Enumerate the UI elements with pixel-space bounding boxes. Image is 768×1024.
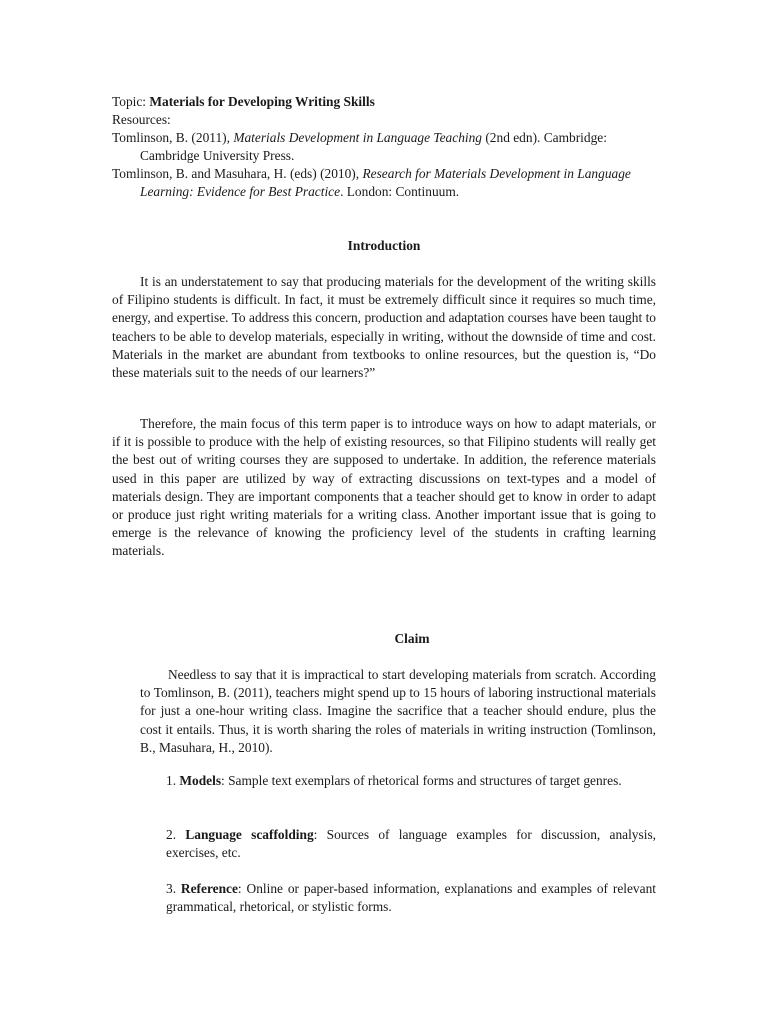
introduction-heading: Introduction	[347, 238, 421, 253]
list-item-description: : Sample text exemplars of rhetorical forms and structures of target genres.	[221, 773, 622, 788]
list-item-description: : Sources of language examples for discussion, analysis, exercises, etc.	[166, 827, 656, 861]
list-item-number: 1.	[166, 773, 180, 788]
reference-authors: Tomlinson, B. (2011),	[112, 130, 234, 145]
claim-heading: Claim	[394, 631, 430, 646]
introduction-paragraph: Therefore, the main focus of this term paper is to introduce ways on how to adapt materials, or if it is possible to produce with the help of existing resources, so that Filipino students will really get the best out of writing courses they are supposed to undertake. In addition, the reference materials used in this paper are utilized by way of extracting discussions on text-types and a model of materials design. They are important components that a teacher should get to know in order to adapt or produce just right writing materials for a writing class. Another important issue that is going to emerge is the relevance of knowing the proficiency level of the students in crafting learning materials.	[112, 416, 656, 559]
list-item	[166, 772, 656, 790]
list-item	[166, 826, 656, 862]
reference-publisher: (2nd edn). Cambridge: Cambridge University Press.	[140, 130, 607, 164]
list-item-term: Models	[179, 773, 222, 788]
topic-line	[112, 93, 656, 111]
reference-title: Materials Development in Language Teaching	[233, 130, 482, 145]
topic-title: Materials for Developing Writing Skills	[149, 94, 375, 109]
resources-label: Resources:	[112, 112, 171, 127]
reference-title: Research for Materials Development in Language Learning: Evidence for Best Practice	[140, 166, 631, 200]
reference-entry	[112, 129, 660, 165]
reference-entry	[112, 165, 668, 201]
list-item-term: Reference	[180, 881, 238, 896]
list-item-term: Language scaffolding	[185, 827, 314, 842]
topic-label: Topic:	[112, 94, 147, 109]
list-item-number: 3.	[166, 881, 181, 896]
list-item	[166, 880, 656, 916]
reference-publisher: . London: Continuum.	[340, 184, 460, 200]
claim-paragraph: Needless to say that it is impractical to start developing materials from scratch. According to Tomlinson, B. (2011), teachers might spend up to 15 hours of laboring instructional materials for just a one-hour writing class. Imagine the sacrifice that a teacher should endure, plus the cost it entails. Thus, it is worth sharing the roles of materials in writing instruction (Tomlinson, B., Masuhara, H., 2010).	[140, 667, 656, 755]
introduction-paragraph: It is an understatement to say that producing materials for the development of the writing skills of Filipino students is difficult. In fact, it must be extremely difficult since it requires so much time, energy, and expertise. To address this concern, production and adaptation courses have been taught to teachers to be able to develop materials, especially in writing, without the downside of time and cost. Materials in the market are abundant from textbooks to online resources, but the question is, “Do these materials suit to the needs of our learners?”	[112, 274, 656, 381]
list-item-number: 2.	[166, 827, 186, 842]
list-item-description: : Online or paper-based information, explanations and examples of relevant grammatical, rhetorical, or stylistic forms.	[166, 881, 656, 915]
reference-authors: Tomlinson, B. and Masuhara, H. (eds) (2010),	[112, 166, 363, 181]
